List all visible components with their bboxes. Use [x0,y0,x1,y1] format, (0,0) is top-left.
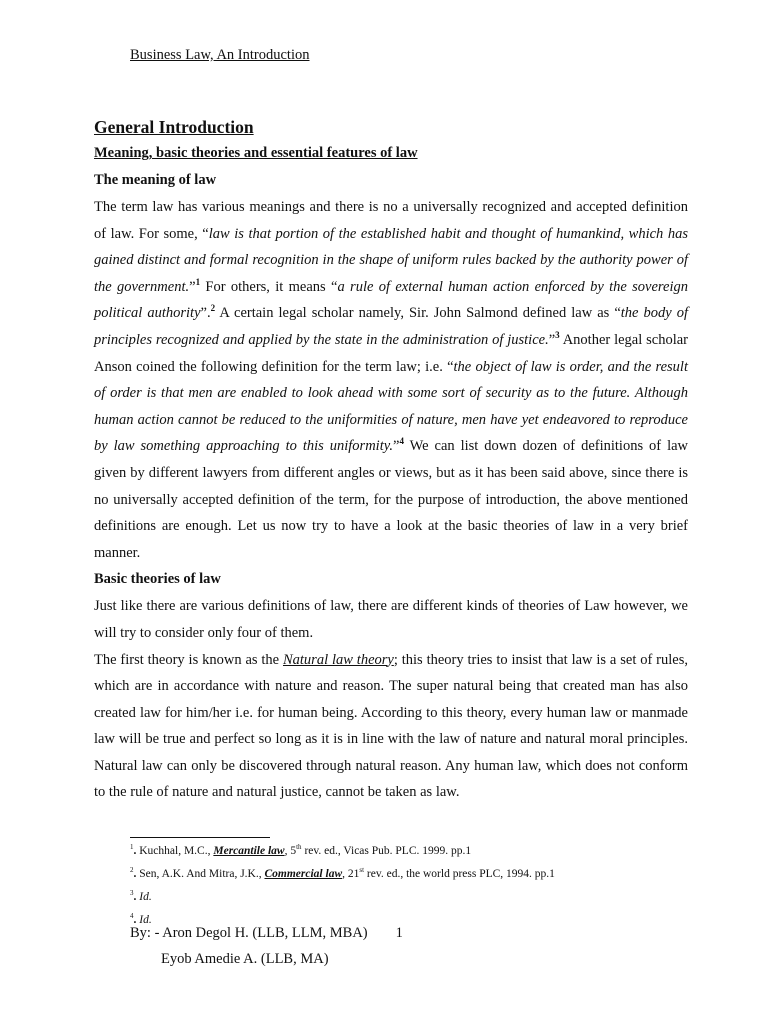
footnote-separator [130,837,270,838]
footnote-3: $^3$. Id. [130,889,152,903]
document-body [94,114,688,806]
heading-basic-theories: Basic theories of law [94,571,221,588]
author-line-1: By: - Aron Degol H. (LLB, LLM, MBA) [130,925,368,941]
section-title: General Introduction [94,117,254,137]
page-number: 1 [395,925,403,941]
section-subtitle: Meaning, basic theories and essential features of law [94,145,418,161]
author-line-2: Eyob Amedie A. (LLB, MA) [161,951,329,967]
footnote-ref-3: 3 [555,330,560,341]
running-header: Business Law, An Introduction [130,47,310,63]
footnote-ref-1: 1 [195,276,201,287]
footnote-ref-4: 4 [399,436,404,447]
footer-authors [130,925,403,942]
paragraph-natural-law: The first theory is known as the Natural law theory; this theory tries to insist that law is a set of rules, which are in accordance with nature and reason. The super natural being that created man has also created law for him/her i.e. for human being. According to this theory, every human law or manmade law will be true and perfect so long as it is in line with the law of nature and natural moral principles. Natural law can only be discovered through natural reason. Any human law, which does not conform to the rule of nature and natural justice, cannot be taken as law. [94,651,688,801]
paragraph-theories-intro: Just like there are various definitions of law, there are different kinds of theories of Law however, we will try to consider only four of them. [94,598,688,641]
paragraph-meaning-of-law: The term law has various meanings and there is no a universally recognized and accepted definition of law. For some, “law is that portion of the established habit and thought of humankind, which has gained distinct and formal recognition in the shape of uniform rules backed by the authority power of the government.”$^1$ For others, it means “a rule of external human action enforced by the sovereign political authority”.$^2$ A certain legal scholar namely, Sir. John Salmond defined law as “the body of principles recognized and applied by the state in the administration of justice.”$^3$ Another legal scholar Anson coined the following definition for the term law; i.e. “the object of law is order, and the result of order is that men are enabled to look ahead with some sort of security as to the future. Although human action cannot be reduced to the uniformities of nature, men have yet endeavored to reproduce by law something approaching to this uniformity.”$^4$ We can list down dozen of definitions of law given by different lawyers from different angles or views, but as it has been said above, since there is no universally accepted definition of the term, for the purpose of introduction, the above mentioned definitions are enough. Let us now try to have a look at the basic theories of law in a very brief manner. [94,199,689,561]
footnotes [130,840,555,932]
footnote-2: $^2$. Sen, A.K. And Mitra, J.K., Commercial law, 21st rev. ed., the world press PLC, 1994. pp.1 [130,866,555,880]
natural-law-term: Natural law theory [282,651,394,668]
footnote-ref-2: 2 [210,303,216,314]
footnote-4: $^4$. Id. [130,912,152,926]
footnote-1: $^1$. Kuchhal, M.C., Mercantile law, 5th rev. ed., Vicas Pub. PLC. 1999. pp.1 [130,843,472,857]
heading-meaning-of-law: The meaning of law [94,172,217,188]
